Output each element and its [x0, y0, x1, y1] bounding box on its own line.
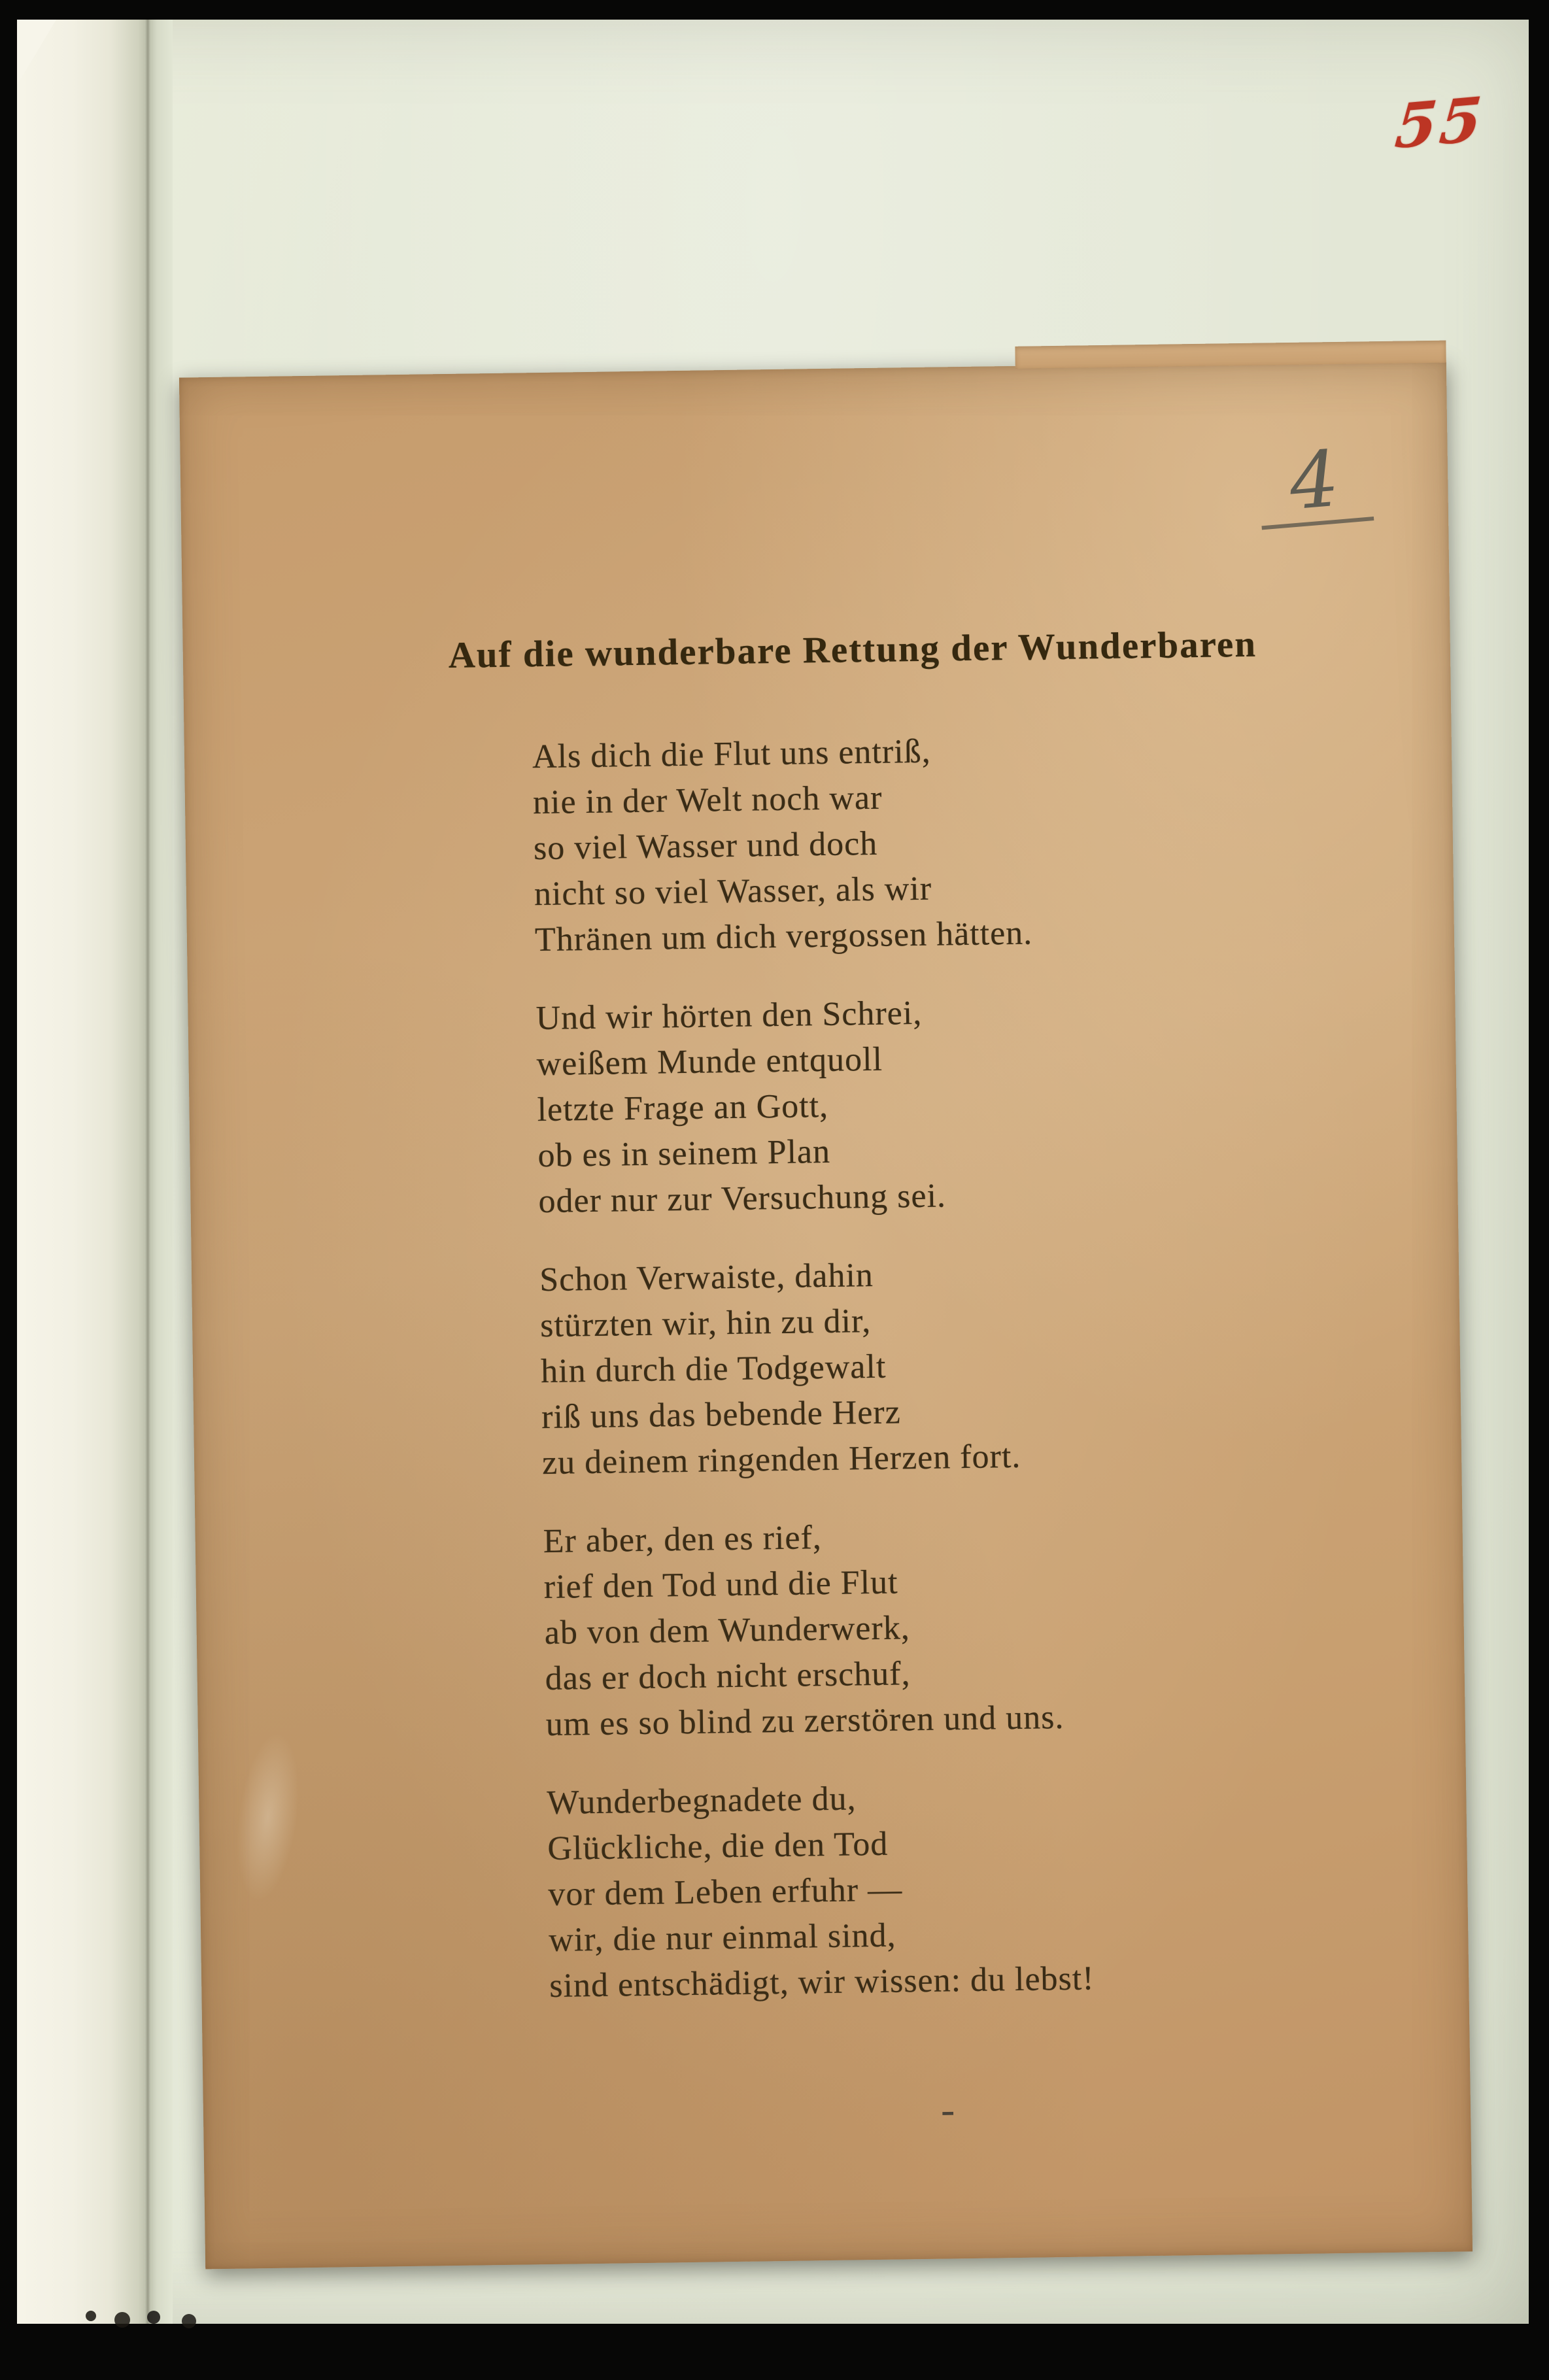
- poem-line: wir, die nur einmal sind,: [548, 1916, 896, 1960]
- pencil-annotation-number: 4: [1255, 437, 1374, 530]
- pencil-dash-mark: -: [940, 2086, 955, 2133]
- poem-line: Und wir hörten den Schrei,: [536, 994, 923, 1038]
- poem-line: Als dich die Flut uns entriß,: [532, 732, 932, 776]
- sheet-top-flap: [1015, 341, 1446, 369]
- book-page: [17, 20, 1529, 2324]
- poem-title: Auf die wunderbare Rettung der Wunderbaren: [448, 623, 1257, 676]
- poem-stanza-3: [539, 1244, 1462, 1486]
- poem-line: Schon Verwaiste, dahin: [539, 1256, 874, 1299]
- poem-stanza-4: [543, 1506, 1465, 1748]
- poem-stanza-2: [536, 983, 1458, 1225]
- poem-line: hin durch die Todgewalt: [540, 1348, 887, 1391]
- poem-line: vor dem Leben erfuhr —: [547, 1871, 903, 1914]
- poem-line: so viel Wasser und doch: [533, 824, 878, 868]
- poem-line: zu deinem ringenden Herzen fort.: [541, 1437, 1021, 1482]
- poem-line: ob es in seinem Plan: [537, 1132, 831, 1175]
- poem-stanza-1: [532, 722, 1455, 964]
- poem-line: oder nur zur Versuchung sei.: [538, 1177, 947, 1221]
- poem-line: ab von dem Wunderwerk,: [544, 1609, 911, 1652]
- book-binding-edge: [17, 20, 173, 2324]
- poem-line: letzte Frage an Gott,: [537, 1087, 829, 1129]
- poem-line: nie in der Welt noch war: [532, 779, 883, 822]
- poem-body: [184, 722, 1469, 2014]
- pasted-poem-sheet: [179, 360, 1472, 2270]
- poem-line: nicht so viel Wasser, als wir: [534, 870, 932, 913]
- poem-line: sind entschädigt, wir wissen: du lebst!: [549, 1960, 1095, 2005]
- poem-line: Glückliche, die den Tod: [547, 1825, 889, 1868]
- poem-line: Thränen um dich vergossen hätten.: [534, 914, 1033, 959]
- poem-stanza-5: [547, 1767, 1469, 2009]
- poem-line: riß uns das bebende Herz: [541, 1393, 902, 1436]
- archive-page-number: 55: [1392, 83, 1488, 163]
- poem-line: das er doch nicht erschuf,: [545, 1655, 911, 1698]
- poem-line: um es so blind zu zerstören und uns.: [545, 1698, 1064, 1744]
- poem-line: rief den Tod und die Flut: [543, 1563, 898, 1606]
- poem-line: Er aber, den es rief,: [543, 1519, 823, 1561]
- poem-line: Wunderbegnadete du,: [546, 1780, 857, 1822]
- poem-line: stürzten wir, hin zu dir,: [539, 1302, 872, 1345]
- poem-line: weißem Munde entquoll: [536, 1040, 883, 1083]
- torn-edge-marks: [86, 2311, 96, 2321]
